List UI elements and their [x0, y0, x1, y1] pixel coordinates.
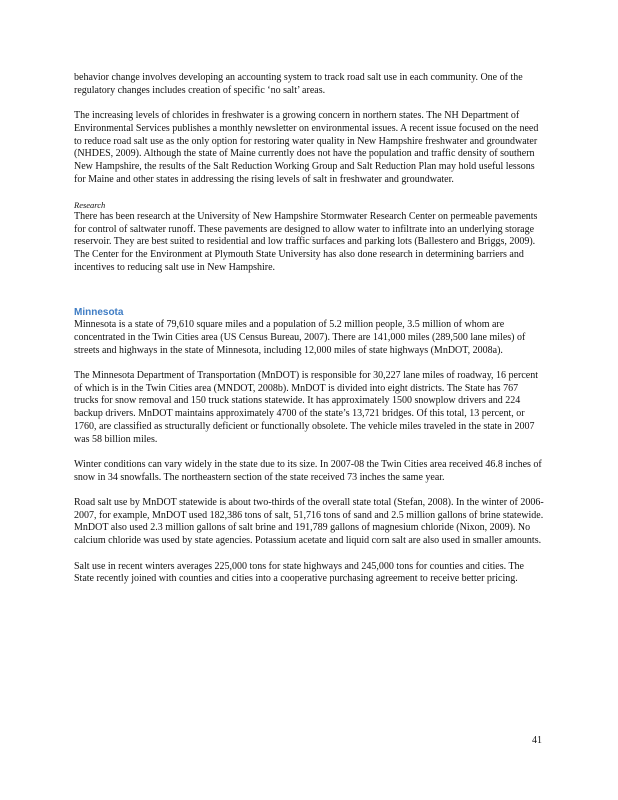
research-paragraph: There has been research at the University of New Hampshire Stormwater Research Center on permeable pavements for control of saltwater runoff. These pavements are designed to allow water to infiltrate into an underlying storage reservoir. They are best suited to residential and low traffic surfaces and parking lots (Ballestero and Briggs, 2009). The Center for the Environment at Plymouth State University has also done research in determining barriers and incentives to reducing salt use in New Hampshire.: [74, 211, 538, 273]
body-paragraph: Winter conditions can vary widely in the state due to its size. In 2007-08 the Twin Cities area received 46.8 inches of snow in 34 snowfalls. The northeastern section of the state received 73 inches the same year.: [74, 458, 542, 483]
body-paragraph: The increasing levels of chlorides in freshwater is a growing concern in northern states. The NH Department of Environmental Services publishes a monthly newsletter on environmental issues. A recent issue focused on the need to reduce road salt use as the only option for restoring water quality in New Hampshire freshwater and groundwater (NHDES, 2009). Although the state of Maine currently does not have the population and traffic density of southern New Hampshire, the results of the Salt Reduction Working Group and Salt Reduction Plan may hold useful lessons for Maine and other states in addressing the rising levels of salt in freshwater and groundwater.: [74, 110, 539, 185]
page-body: [74, 72, 544, 599]
body-paragraph: Road salt use by MnDOT statewide is about two-thirds of the overall state total (Stefan, 2008). In the winter of 2006-2007, for example, MnDOT used 182,386 tons of salt, 51,716 tons of sand and 2.5 million gallons of brine statewide. MnDOT also used 2.3 million gallons of salt brine and 191,789 gallons of magnesium chloride (Nixon, 2009). No calcium chloride was used by state agencies. Potassium acetate and liquid corn salt are also used in smaller amounts.: [74, 497, 544, 547]
body-paragraph: Minnesota is a state of 79,610 square miles and a population of 5.2 million people, 3.5 million of whom are concentrated in the Twin Cities area (US Census Bureau, 2007). There are 141,000 miles (289,500 lane miles) of streets and highways in the state of Minnesota, including 12,000 miles of state highways (MnDOT, 2008a).: [74, 319, 526, 356]
research-section: [74, 199, 544, 275]
body-paragraph: The Minnesota Department of Transportation (MnDOT) is responsible for 30,227 lane miles of roadway, 16 percent of which is in the Twin Cities area (MNDOT, 2008b). MnDOT is divided into eight districts. The State has 767 trucks for snow removal and 150 truck stations statewide. It has approximately 1500 snowplow drivers and 224 backup drivers. MnDOT maintains approximately 4700 of the state’s 13,721 bridges. Of this total, 13 percent, or 1760, are classified as structurally deficient or functionally obsolete. The vehicle miles traveled in the state in 2007 was 58 billion miles.: [74, 370, 538, 445]
section-spacer: [74, 287, 544, 307]
research-heading: Research: [74, 200, 106, 210]
body-paragraph: behavior change involves developing an accounting system to track road salt use in each community. One of the regulatory changes includes creation of specific ‘no salt’ areas.: [74, 72, 523, 96]
section-heading: Minnesota: [74, 307, 124, 319]
body-paragraph: Salt use in recent winters averages 225,000 tons for state highways and 245,000 tons for counties and cities. The State recently joined with counties and cities into a cooperative purchasing agreement to receive better pricing.: [74, 560, 524, 585]
minnesota-section: [74, 307, 544, 586]
page-number: 41: [532, 735, 542, 746]
